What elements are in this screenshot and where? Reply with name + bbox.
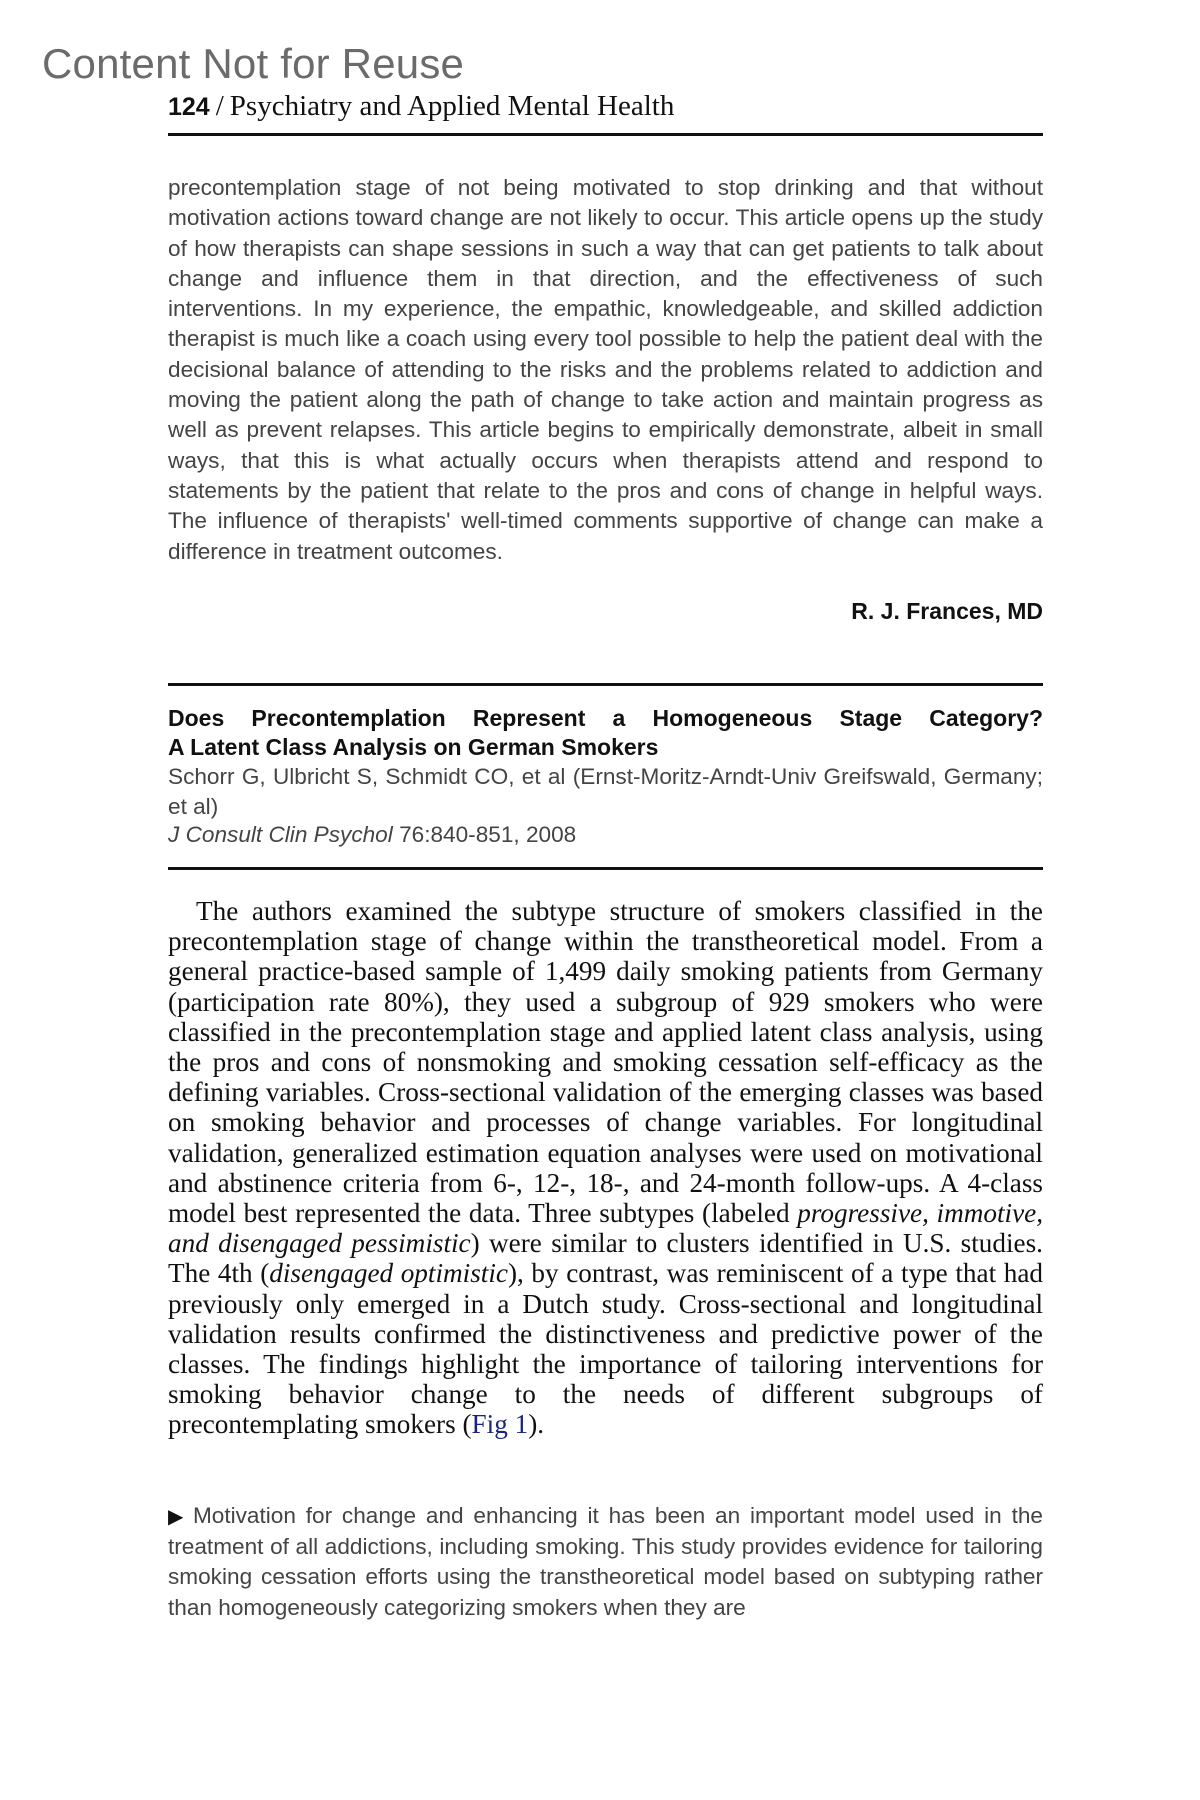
- figure-1-link[interactable]: Fig 1: [471, 1409, 529, 1440]
- commentary-signature: R. J. Frances, MD: [851, 598, 1043, 624]
- triangle-bullet-icon: ▶: [168, 1506, 187, 1528]
- journal-name: Psychiatry and Applied Mental Health: [229, 90, 675, 122]
- article-citation: [168, 822, 576, 848]
- abstract-italic-fourth-subtype: disengaged optimistic: [269, 1258, 508, 1289]
- running-head: [168, 90, 1038, 123]
- commentary-paragraph-2: [168, 1501, 1043, 1623]
- article-title: [168, 704, 1043, 762]
- citation-journal: J Consult Clin Psychol: [168, 822, 393, 847]
- running-head-separator: /: [215, 90, 224, 122]
- article-abstract: [168, 896, 1043, 1440]
- article-authors: Schorr G, Ulbricht S, Schmidt CO, et al (Ernst-Moritz-Arndt-Univ Greifswald, Germany; et al): [168, 764, 1043, 819]
- abstract-text-3: ), by contrast, was reminiscent of a type that had previously only emerged in a Dutch study. Cross-sectional and longitudinal validation results confirmed the distinctiveness and predictive power of the classes. The findings highlight the importance of tailoring interventions for smoking behavior change to the needs of different subgroups of precontemplating smokers (: [168, 1258, 1043, 1440]
- abstract-text-1: The authors examined the subtype structure of smokers classified in the precontemplation stage of change within the transtheoretical model. From a general practice-based sample of 1,499 daily smoking patients from Germany (participation rate 80%), they used a subgroup of 929 smokers who were classified in the precontemplation stage and applied latent class analysis, using the pros and cons of nonsmoking and smoking cessation self-efficacy as the defining variables. Cross-sectional validation of the emerging classes was based on smoking behavior and processes of change variables. For longitudinal validation, generalized estimation equation analyses were used on motivational and abstinence criteria from 6-, 12-, 18-, and 24-month follow-ups. A 4-class model best represented the data. Three subtypes (labeled: [168, 896, 1043, 1229]
- article-bottom-rule: [168, 867, 1043, 870]
- abstract-italic-subtypes: progressive, immotive, and disengaged pessimistic: [168, 1198, 1044, 1259]
- page-number: 124: [168, 93, 210, 121]
- commentary-paragraph: precontemplation stage of not being motivated to stop drinking and that without motivation actions toward change are not likely to occur. This article opens up the study of how therapists can shape sessions in such a way that can get patients to talk about change and influence them in that direction, and the effectiveness of such interventions. In my experience, the empathic, knowledgeable, and skilled addiction therapist is much like a coach using every tool possible to help the patient deal with the decisional balance of attending to the risks and the problems related to addiction and moving the patient along the path of change to take action and maintain progress as well as prevent relapses. This article begins to empirically demonstrate, albeit in small ways, that this is what actually occurs when therapists attend and respond to statements by the patient that relate to the pros and cons of change in helpful ways. The influence of therapists' well-timed comments supportive of change can make a difference in treatment outcomes.: [168, 175, 1043, 564]
- article-top-rule: [168, 683, 1043, 686]
- comment-text: Motivation for change and enhancing it has been an important model used in the treatment of all addictions, including smoking. This study provides evidence for tailoring smoking cessation efforts using the transtheoretical model based on subtyping rather than homogeneously categorizing smokers when they are: [168, 1503, 1043, 1620]
- abstract-text-4: ).: [528, 1409, 545, 1440]
- abstract-text-2: ) were similar to clusters identified in U.S. studies. The 4th (: [168, 1228, 1043, 1289]
- header-rule: [168, 133, 1043, 136]
- article-title-line-2: A Latent Class Analysis on German Smokers: [168, 734, 659, 760]
- article-title-line-1: Does Precontemplation Represent a Homogeneous Stage Category?: [168, 705, 1043, 731]
- watermark: Content Not for Reuse: [42, 40, 465, 87]
- citation-details: 76:840-851, 2008: [399, 822, 577, 847]
